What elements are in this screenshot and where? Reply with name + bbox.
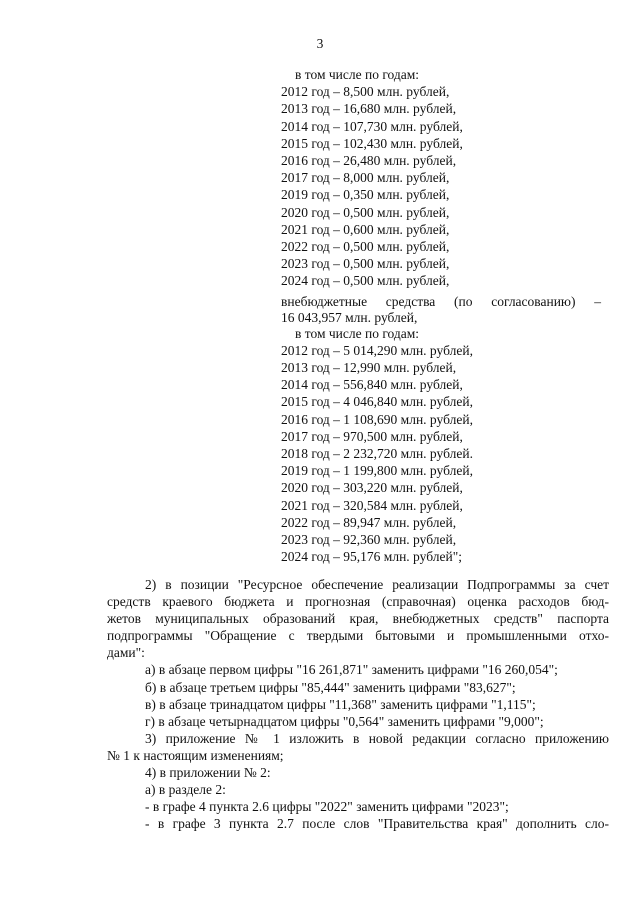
body-text bbox=[107, 576, 609, 832]
year-line: 2021 год – 320,584 млн. рублей, bbox=[281, 497, 463, 513]
year-line: 2021 год – 0,600 млн. рублей, bbox=[281, 221, 450, 237]
year-line: 2024 год – 95,176 млн. рублей"; bbox=[281, 549, 462, 565]
year-line: 2012 год – 5 014,290 млн. рублей, bbox=[281, 342, 473, 358]
item-v: в) в абзаце тринадцатом цифры "11,368" заменить цифрами "1,115"; bbox=[145, 696, 536, 712]
page-number: 3 bbox=[316, 36, 324, 51]
year-line: 2022 год – 0,500 млн. рублей, bbox=[281, 238, 450, 254]
year-line: 2018 год – 2 232,720 млн. рублей. bbox=[281, 445, 473, 461]
paragraph-4-a: а) в разделе 2: bbox=[145, 782, 226, 798]
paragraph-2-line: подпрограммы "Обращение с твердыми бытовыми и промышленными отхо- bbox=[107, 628, 609, 644]
year-line: 2016 год – 1 108,690 млн. рублей, bbox=[281, 411, 473, 427]
paragraph-3-line: № 1 к настоящим изменениям; bbox=[107, 747, 284, 763]
item-b: б) в абзаце третьем цифры "85,444" заменить цифрами "83,627"; bbox=[145, 679, 516, 695]
year-line: 2014 год – 556,840 млн. рублей, bbox=[281, 377, 463, 393]
paragraph-2-line: жетов муниципальных образований края, внебюджетных средств" паспорта bbox=[107, 611, 609, 627]
budget-column bbox=[281, 66, 601, 565]
year-line: 2020 год – 303,220 млн. рублей, bbox=[281, 480, 463, 496]
year-line: 2024 год – 0,500 млн. рублей, bbox=[281, 273, 450, 289]
year-line: 2022 год – 89,947 млн. рублей, bbox=[281, 514, 457, 530]
extrabudget-line-2: 16 043,957 млн. рублей, bbox=[281, 309, 418, 325]
extrabudget-line-1: внебюджетные средства (по согласованию) – bbox=[281, 294, 601, 310]
item-a: а) в абзаце первом цифры "16 261,871" заменить цифрами "16 260,054"; bbox=[145, 662, 558, 678]
year-line: 2014 год – 107,730 млн. рублей, bbox=[281, 118, 463, 134]
year-line: 2023 год – 92,360 млн. рублей, bbox=[281, 531, 457, 547]
years-header-1: в том числе по годам: bbox=[295, 67, 420, 82]
year-line: 2019 год – 0,350 млн. рублей, bbox=[281, 187, 450, 203]
year-line: 2013 год – 16,680 млн. рублей, bbox=[281, 101, 457, 117]
paragraph-4: 4) в приложении № 2: bbox=[145, 765, 271, 781]
year-line: 2017 год – 970,500 млн. рублей, bbox=[281, 428, 463, 444]
paragraph-3-line: 3) приложение № 1 изложить в новой редакции согласно приложению bbox=[145, 730, 609, 746]
year-line: 2015 год – 102,430 млн. рублей, bbox=[281, 135, 463, 151]
year-line: 2013 год – 12,990 млн. рублей, bbox=[281, 360, 457, 375]
year-line: 2023 год – 0,500 млн. рублей, bbox=[281, 256, 450, 272]
paragraph-2-line: средств краевого бюджета и прогнозная (справочная) оценка расходов бюд- bbox=[107, 594, 609, 610]
year-line: 2017 год – 8,000 млн. рублей, bbox=[281, 170, 450, 186]
year-line: 2015 год – 4 046,840 млн. рублей, bbox=[281, 394, 473, 410]
dash-item: - в графе 3 пункта 2.7 после слов "Правительства края" дополнить сло- bbox=[145, 816, 609, 832]
year-line: 2019 год – 1 199,800 млн. рублей, bbox=[281, 463, 473, 479]
paragraph-2-line: 2) в позиции "Ресурсное обеспечение реализации Подпрограммы за счет bbox=[145, 577, 609, 592]
paragraph-2-line: дами": bbox=[107, 645, 145, 661]
year-line: 2012 год – 8,500 млн. рублей, bbox=[281, 84, 450, 100]
year-line: 2016 год – 26,480 млн. рублей, bbox=[281, 152, 457, 168]
year-line: 2020 год – 0,500 млн. рублей, bbox=[281, 204, 450, 220]
item-g: г) в абзаце четырнадцатом цифры "0,564" заменить цифрами "9,000"; bbox=[145, 713, 544, 729]
dash-item: - в графе 4 пункта 2.6 цифры "2022" заменить цифрами "2023"; bbox=[145, 799, 509, 815]
years-header-2: в том числе по годам: bbox=[295, 325, 420, 341]
